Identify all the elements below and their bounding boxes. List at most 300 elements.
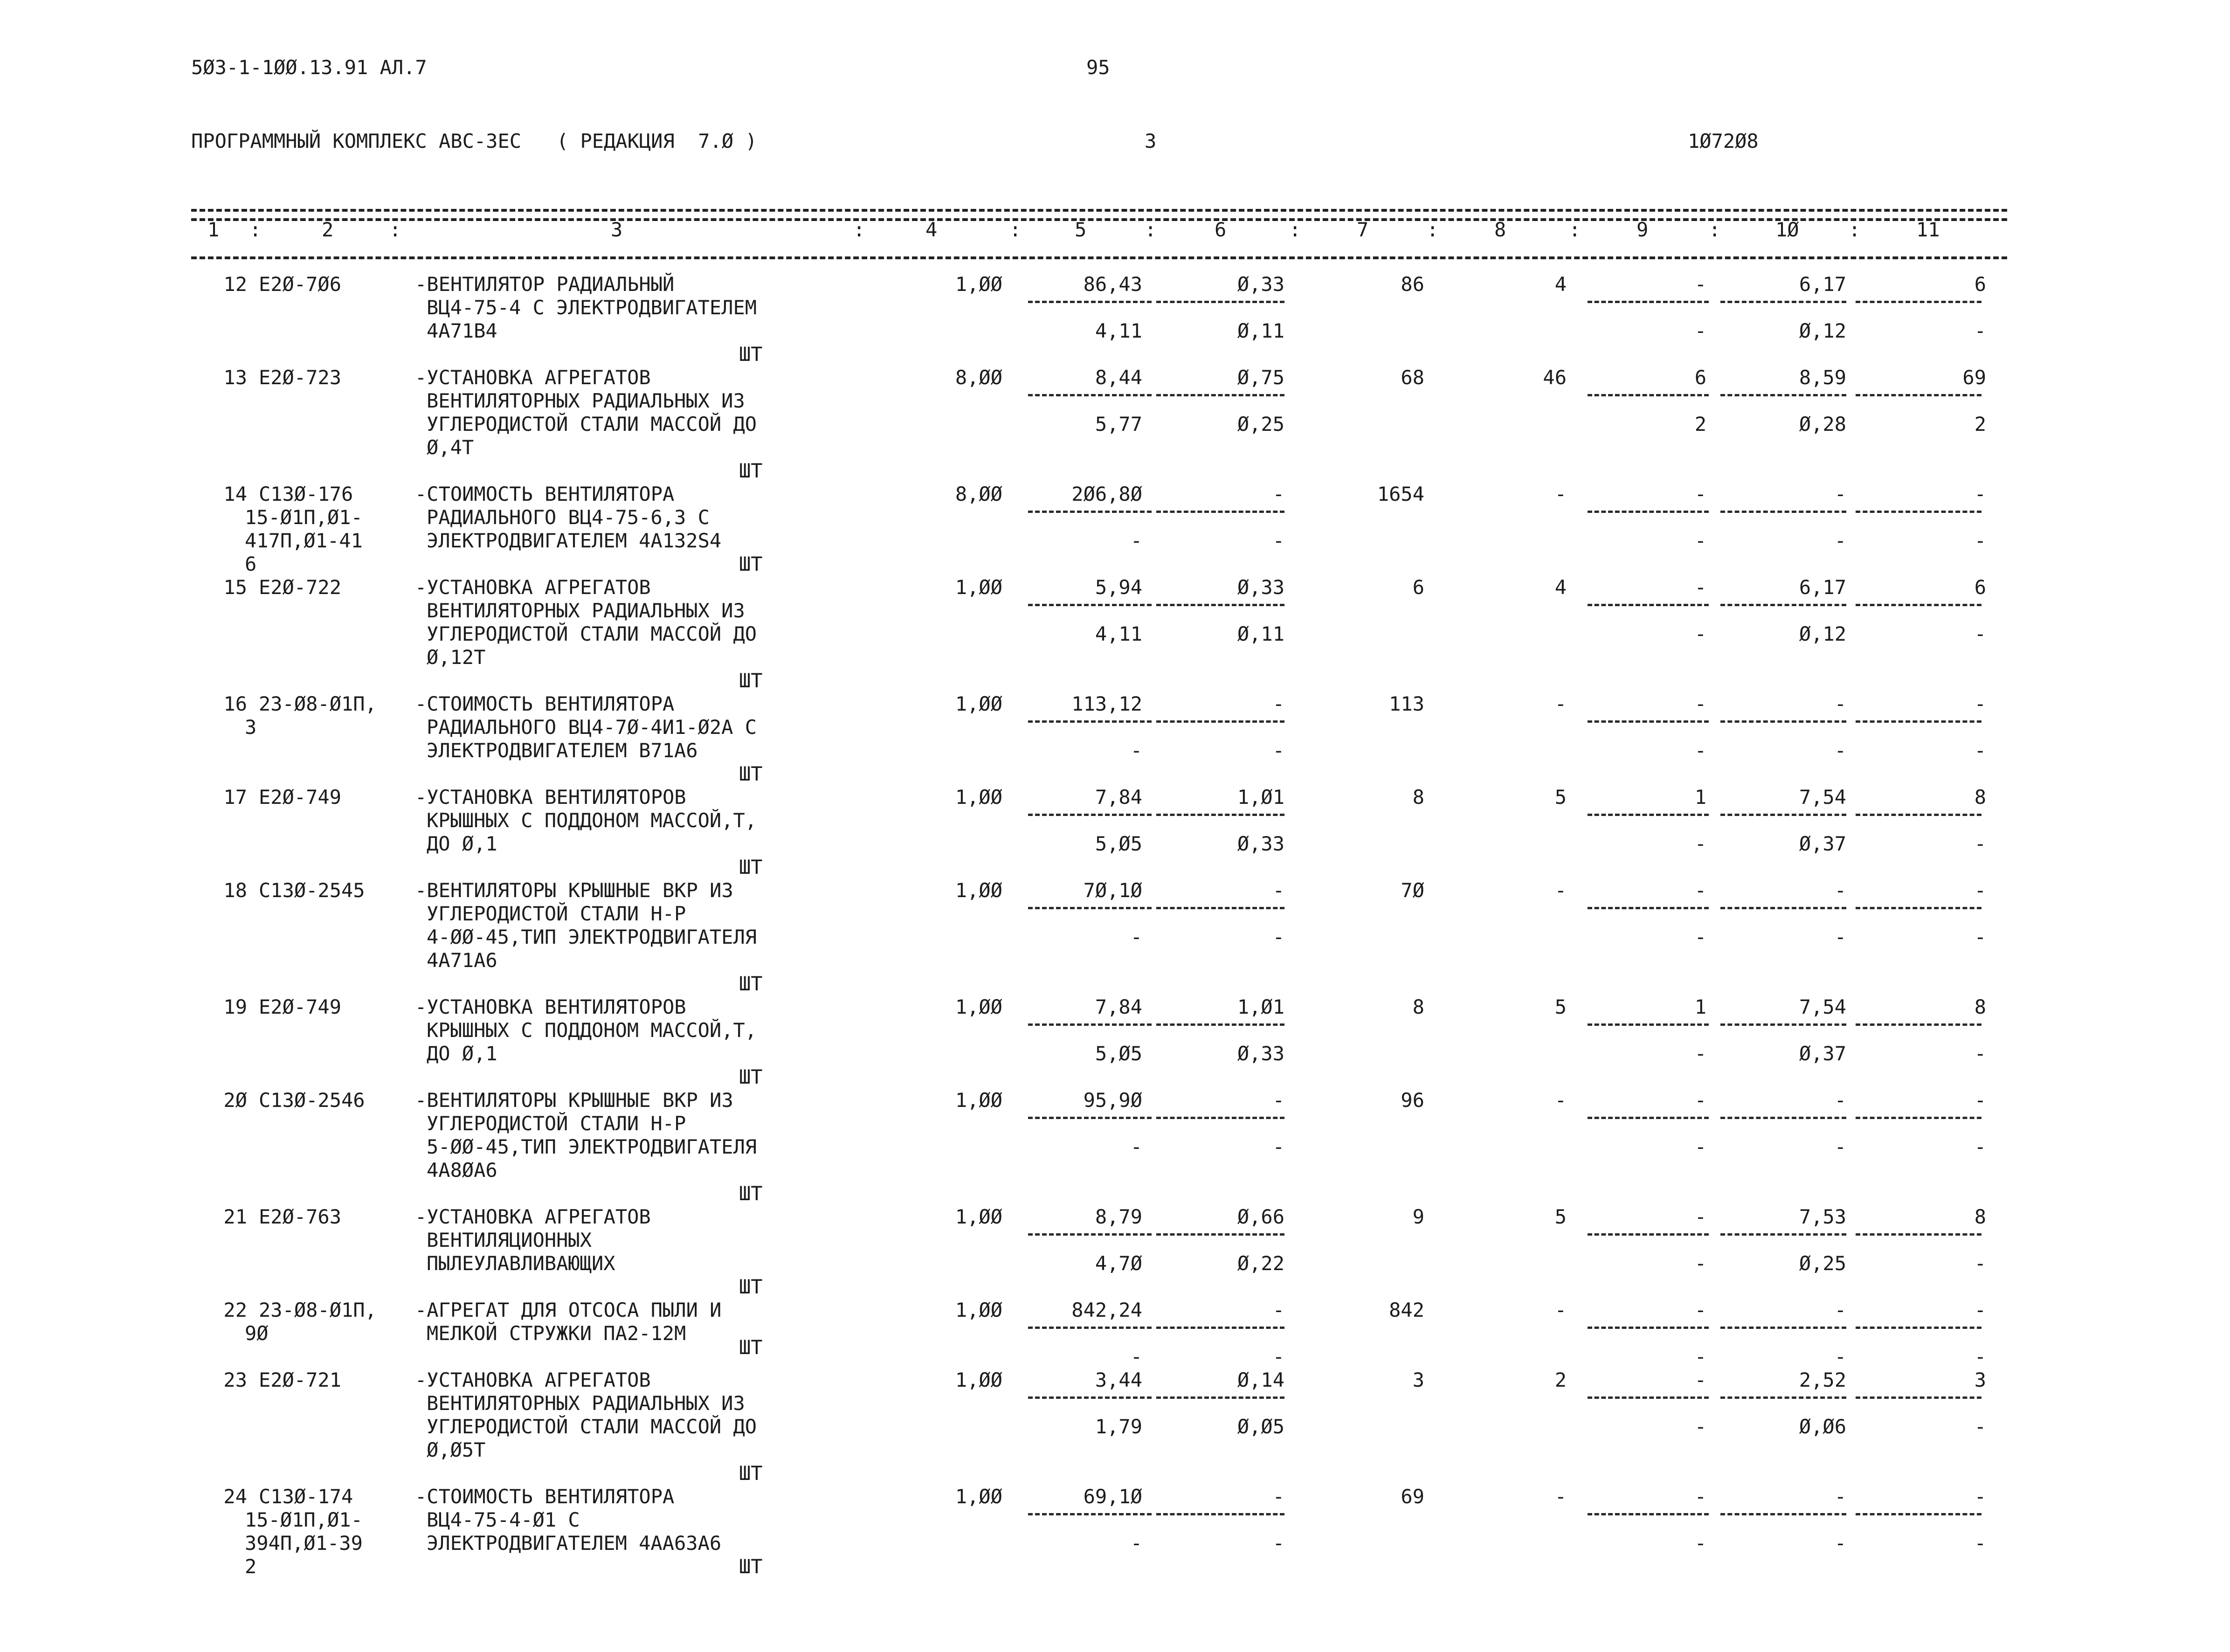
row-description: Ø,12Т <box>427 646 486 669</box>
value-separator <box>1028 511 1152 513</box>
col-6-wage: - <box>1272 739 1284 762</box>
col-6-value: - <box>1272 879 1284 902</box>
row-description: -СТОИМОСТЬ ВЕНТИЛЯТОРА <box>415 1485 675 1508</box>
col-4-label: 4 <box>925 218 938 241</box>
row-unit: ШТ <box>739 343 763 366</box>
col-9-wage: - <box>1694 1135 1706 1158</box>
col-5-total: 95,9Ø <box>1083 1089 1142 1112</box>
value-separator <box>1588 394 1709 396</box>
col-8-value: - <box>1554 1089 1567 1112</box>
col-6-wage: - <box>1272 529 1284 552</box>
col-9-wage: - <box>1694 1345 1706 1368</box>
value-separator <box>1856 720 1981 723</box>
col-9-value: - <box>1694 1299 1706 1321</box>
value-separator <box>1856 604 1981 606</box>
col-5-wage: 4,7Ø <box>1095 1252 1142 1275</box>
row-quantity: 1,ØØ <box>955 879 1002 902</box>
value-separator <box>1588 1396 1709 1399</box>
value-separator <box>1720 1327 1846 1329</box>
col-8-value: - <box>1554 879 1567 902</box>
col-9-value: 1 <box>1694 995 1706 1018</box>
col-5-wage: - <box>1130 529 1142 552</box>
row-description: -УСТАНОВКА АГРЕГАТОВ <box>415 576 651 599</box>
value-separator <box>1588 814 1709 816</box>
col-8-value: 4 <box>1554 273 1567 296</box>
value-separator <box>1156 1233 1284 1236</box>
col-9-value: - <box>1694 1089 1706 1112</box>
col-8-value: 4 <box>1554 576 1567 599</box>
col-5-wage: - <box>1130 1345 1142 1368</box>
row-number: 18 <box>223 879 247 902</box>
row-description: РАДИАЛЬНОГО ВЦ4-75-6,3 С <box>427 506 710 529</box>
value-separator <box>1156 907 1284 909</box>
document-code: 5Ø3-1-1ØØ.13.91 АЛ.7 <box>191 56 427 79</box>
col-9-value: - <box>1694 692 1706 715</box>
sheet-number: 3 <box>1145 130 1157 152</box>
col-5-total: 8,79 <box>1095 1205 1142 1228</box>
col-8-value: 5 <box>1554 995 1567 1018</box>
col-11-value: 8 <box>1974 1205 1986 1228</box>
value-separator <box>1856 1513 1981 1515</box>
value-separator <box>1588 1117 1709 1119</box>
row-code: 2 <box>245 1555 257 1578</box>
col-11-wage: - <box>1974 622 1986 645</box>
col-10-value: 7,54 <box>1799 995 1846 1018</box>
col-6-value: - <box>1272 1299 1284 1321</box>
row-unit: ШТ <box>739 856 763 878</box>
col-5-wage: - <box>1130 1532 1142 1555</box>
row-code: 9Ø <box>245 1322 269 1345</box>
value-separator <box>1028 394 1152 396</box>
col-sep: : <box>1849 218 1861 241</box>
row-description: ВЕНТИЛЯТОРНЫХ РАДИАЛЬНЫХ ИЗ <box>427 1392 745 1415</box>
col-11-value: - <box>1974 692 1986 715</box>
document-number: 1Ø72Ø8 <box>1688 130 1759 152</box>
row-unit: ШТ <box>739 1462 763 1485</box>
value-separator <box>1720 604 1846 606</box>
col-10-value: - <box>1834 1089 1846 1112</box>
col-10-wage: - <box>1834 739 1846 762</box>
col-7-value: 96 <box>1401 1089 1424 1112</box>
value-separator <box>1588 907 1709 909</box>
col-9-value: - <box>1694 273 1706 296</box>
row-code: Е2Ø-749 <box>259 786 342 809</box>
value-separator <box>1856 301 1981 303</box>
col-10-wage: - <box>1834 1135 1846 1158</box>
col-9-wage: - <box>1694 622 1706 645</box>
col-10-value: - <box>1834 1299 1846 1321</box>
col-sep: : <box>249 218 262 241</box>
col-10-value: - <box>1834 692 1846 715</box>
row-number: 15 <box>223 576 247 599</box>
col-11-wage: - <box>1974 1345 1986 1368</box>
row-code: Е2Ø-763 <box>259 1205 342 1228</box>
value-separator <box>1720 301 1846 303</box>
row-quantity: 1,ØØ <box>955 273 1002 296</box>
col-sep: : <box>1289 218 1301 241</box>
col-5-total: 86,43 <box>1083 273 1142 296</box>
col-5-total: 7,84 <box>1095 995 1142 1018</box>
value-separator <box>1588 301 1709 303</box>
row-code: 6 <box>245 553 257 575</box>
col-6-wage: - <box>1272 1135 1284 1158</box>
value-separator <box>1156 1396 1284 1399</box>
row-description: ЭЛЕКТРОДВИГАТЕЛЕМ В71А6 <box>427 739 698 762</box>
col-11-value: 69 <box>1962 366 1986 389</box>
header-rule-bottom <box>191 256 2007 259</box>
col-6-wage: Ø,11 <box>1237 319 1284 342</box>
col-6-wage: - <box>1272 1532 1284 1555</box>
row-description: ЭЛЕКТРОДВИГАТЕЛЕМ 4А132S4 <box>427 529 722 552</box>
value-separator <box>1588 604 1709 606</box>
row-description: Ø,4Т <box>427 436 474 459</box>
row-description: ВЦ4-75-4-Ø1 С <box>427 1508 580 1531</box>
col-sep: : <box>1145 218 1157 241</box>
row-code: С13Ø-2546 <box>259 1089 365 1112</box>
value-separator <box>1588 1327 1709 1329</box>
col-8-value: 2 <box>1554 1369 1567 1391</box>
col-9-wage: - <box>1694 1532 1706 1555</box>
header-rule-top-2 <box>191 218 2007 221</box>
col-11-value: - <box>1974 1485 1986 1508</box>
row-code: Е2Ø-723 <box>259 366 342 389</box>
col-5-wage: - <box>1130 926 1142 948</box>
col-sep: : <box>1709 218 1721 241</box>
col-10-value: - <box>1834 1485 1846 1508</box>
col-6-wage: Ø,33 <box>1237 832 1284 855</box>
col-8-value: - <box>1554 483 1567 505</box>
row-unit: ШТ <box>739 1555 763 1578</box>
row-description: УГЛЕРОДИСТОЙ СТАЛИ Н-Р <box>427 1112 686 1135</box>
row-description: РАДИАЛЬНОГО ВЦ4-7Ø-4И1-Ø2А С <box>427 716 757 739</box>
row-description: -АГРЕГАТ ДЛЯ ОТСОСА ПЫЛИ И <box>415 1299 722 1321</box>
col-6-wage: - <box>1272 926 1284 948</box>
col-6-value: - <box>1272 1089 1284 1112</box>
row-quantity: 8,ØØ <box>955 366 1002 389</box>
value-separator <box>1720 1233 1846 1236</box>
col-5-total: 2Ø6,8Ø <box>1071 483 1142 505</box>
col-7-value: 8 <box>1412 995 1424 1018</box>
col-9-value: 1 <box>1694 786 1706 809</box>
value-separator <box>1028 720 1152 723</box>
value-separator <box>1028 1117 1152 1119</box>
col-5-wage: 5,77 <box>1095 413 1142 435</box>
col-10-wage: Ø,12 <box>1799 319 1846 342</box>
col-10-value: 2,52 <box>1799 1369 1846 1391</box>
row-code: Е2Ø-721 <box>259 1369 342 1391</box>
col-5-wage: 4,11 <box>1095 319 1142 342</box>
row-unit: ШТ <box>739 1275 763 1298</box>
value-separator <box>1028 1327 1152 1329</box>
value-separator <box>1856 907 1981 909</box>
col-10-value: - <box>1834 483 1846 505</box>
col-5-total: 8,44 <box>1095 366 1142 389</box>
row-number: 12 <box>223 273 247 296</box>
row-description: -СТОИМОСТЬ ВЕНТИЛЯТОРА <box>415 483 675 505</box>
row-description: УГЛЕРОДИСТОЙ СТАЛИ МАССОЙ ДО <box>427 1415 757 1438</box>
row-description: ЭЛЕКТРОДВИГАТЕЛЕМ 4АА63А6 <box>427 1532 722 1555</box>
col-5-wage: 5,Ø5 <box>1095 1042 1142 1065</box>
value-separator <box>1588 1513 1709 1515</box>
col-10-value: 8,59 <box>1799 366 1846 389</box>
col-11-value: 3 <box>1974 1369 1986 1391</box>
col-6-wage: Ø,11 <box>1237 622 1284 645</box>
col-7-value: 842 <box>1389 1299 1424 1321</box>
col-11-value: - <box>1974 1089 1986 1112</box>
header-rule-top <box>191 209 2007 212</box>
row-description: -ВЕНТИЛЯТОР РАДИАЛЬНЫЙ <box>415 273 675 296</box>
value-separator <box>1720 511 1846 513</box>
row-description: -УСТАНОВКА АГРЕГАТОВ <box>415 1205 651 1228</box>
col-11-wage: 2 <box>1974 413 1986 435</box>
col-6-label: 6 <box>1215 218 1227 241</box>
col-11-value: - <box>1974 483 1986 505</box>
value-separator <box>1028 1023 1152 1026</box>
col-6-wage: Ø,33 <box>1237 1042 1284 1065</box>
value-separator <box>1156 511 1284 513</box>
col-9-value: - <box>1694 576 1706 599</box>
row-code: 23-Ø8-Ø1П, <box>259 692 377 715</box>
row-quantity: 1,ØØ <box>955 576 1002 599</box>
col-7-value: 7Ø <box>1401 879 1424 902</box>
value-separator <box>1856 1327 1981 1329</box>
col-6-value: - <box>1272 1485 1284 1508</box>
col-9-label: 9 <box>1636 218 1649 241</box>
row-code: 15-Ø1П,Ø1- <box>245 1508 363 1531</box>
col-7-value: 113 <box>1389 692 1424 715</box>
col-11-value: 6 <box>1974 273 1986 296</box>
col-9-wage: - <box>1694 832 1706 855</box>
row-unit: ШТ <box>739 669 763 692</box>
row-unit: ШТ <box>739 972 763 995</box>
col-6-value: - <box>1272 483 1284 505</box>
col-sep: : <box>1009 218 1022 241</box>
col-10-wage: Ø,12 <box>1799 622 1846 645</box>
value-separator <box>1720 720 1846 723</box>
col-2-label: 2 <box>322 218 334 241</box>
row-description: -УСТАНОВКА ВЕНТИЛЯТОРОВ <box>415 786 686 809</box>
row-description: УГЛЕРОДИСТОЙ СТАЛИ Н-Р <box>427 902 686 925</box>
value-separator <box>1856 511 1981 513</box>
col-11-wage: - <box>1974 529 1986 552</box>
col-11-value: 6 <box>1974 576 1986 599</box>
col-6-wage: - <box>1272 1345 1284 1368</box>
value-separator <box>1156 604 1284 606</box>
row-code: Е2Ø-7Ø6 <box>259 273 342 296</box>
value-separator <box>1588 511 1709 513</box>
col-7-value: 8 <box>1412 786 1424 809</box>
row-description: КРЫШНЫХ С ПОДДОНОМ МАССОЙ,Т, <box>427 1019 757 1042</box>
row-description: ДО Ø,1 <box>427 832 497 855</box>
col-11-wage: - <box>1974 1135 1986 1158</box>
row-unit: ШТ <box>739 1182 763 1205</box>
col-5-total: 5,94 <box>1095 576 1142 599</box>
row-description: 4-ØØ-45,ТИП ЭЛЕКТРОДВИГАТЕЛЯ <box>427 926 757 948</box>
value-separator <box>1028 1513 1152 1515</box>
col-5-wage: - <box>1130 739 1142 762</box>
col-7-label: 7 <box>1357 218 1369 241</box>
row-description: ВЦ4-75-4 С ЭЛЕКТРОДВИГАТЕЛЕМ <box>427 296 757 319</box>
col-7-value: 86 <box>1401 273 1424 296</box>
col-11-wage: - <box>1974 1415 1986 1438</box>
row-quantity: 1,ØØ <box>955 1299 1002 1321</box>
row-quantity: 1,ØØ <box>955 1089 1002 1112</box>
row-number: 2Ø <box>223 1089 247 1112</box>
value-separator <box>1156 1513 1284 1515</box>
row-code: С13Ø-174 <box>259 1485 353 1508</box>
row-number: 21 <box>223 1205 247 1228</box>
col-5-total: 69,1Ø <box>1083 1485 1142 1508</box>
row-description: -ВЕНТИЛЯТОРЫ КРЫШНЫЕ ВКР ИЗ <box>415 879 733 902</box>
row-description: Ø,Ø5Т <box>427 1438 486 1461</box>
row-description: УГЛЕРОДИСТОЙ СТАЛИ МАССОЙ ДО <box>427 413 757 435</box>
value-separator <box>1856 1023 1981 1026</box>
row-quantity: 1,ØØ <box>955 1485 1002 1508</box>
row-number: 24 <box>223 1485 247 1508</box>
row-description: ВЕНТИЛЯТОРНЫХ РАДИАЛЬНЫХ ИЗ <box>427 389 745 412</box>
col-sep: : <box>853 218 865 241</box>
value-separator <box>1720 1396 1846 1399</box>
col-10-wage: Ø,25 <box>1799 1252 1846 1275</box>
value-separator <box>1156 1327 1284 1329</box>
row-code: Е2Ø-749 <box>259 995 342 1018</box>
col-8-value: - <box>1554 692 1567 715</box>
col-7-value: 68 <box>1401 366 1424 389</box>
row-description: -ВЕНТИЛЯТОРЫ КРЫШНЫЕ ВКР ИЗ <box>415 1089 733 1112</box>
value-separator <box>1856 1396 1981 1399</box>
row-number: 14 <box>223 483 247 505</box>
col-11-wage: - <box>1974 1042 1986 1065</box>
col-10-wage: - <box>1834 1345 1846 1368</box>
col-8-value: - <box>1554 1299 1567 1321</box>
row-description: УГЛЕРОДИСТОЙ СТАЛИ МАССОЙ ДО <box>427 622 757 645</box>
col-7-value: 69 <box>1401 1485 1424 1508</box>
col-6-value: Ø,33 <box>1237 273 1284 296</box>
row-code: Е2Ø-722 <box>259 576 342 599</box>
col-5-total: 7,84 <box>1095 786 1142 809</box>
row-code: 23-Ø8-Ø1П, <box>259 1299 377 1321</box>
row-code: 394П,Ø1-39 <box>245 1532 363 1555</box>
col-10-wage: - <box>1834 529 1846 552</box>
col-6-wage: Ø,Ø5 <box>1237 1415 1284 1438</box>
value-separator <box>1028 1396 1152 1399</box>
value-separator <box>1856 1117 1981 1119</box>
col-9-wage: - <box>1694 1415 1706 1438</box>
col-6-value: Ø,14 <box>1237 1369 1284 1391</box>
col-8-value: 46 <box>1543 366 1567 389</box>
value-separator <box>1720 394 1846 396</box>
col-9-wage: - <box>1694 319 1706 342</box>
row-description: -СТОИМОСТЬ ВЕНТИЛЯТОРА <box>415 692 675 715</box>
col-11-value: 8 <box>1974 786 1986 809</box>
value-separator <box>1720 907 1846 909</box>
value-separator <box>1156 814 1284 816</box>
value-separator <box>1156 1117 1284 1119</box>
col-sep: : <box>1569 218 1581 241</box>
col-5-wage: 1,79 <box>1095 1415 1142 1438</box>
col-9-value: - <box>1694 483 1706 505</box>
value-separator <box>1028 1233 1152 1236</box>
row-unit: ШТ <box>739 1336 763 1359</box>
value-separator <box>1156 301 1284 303</box>
col-10-value: 6,17 <box>1799 273 1846 296</box>
col-9-value: - <box>1694 1369 1706 1391</box>
row-unit: ШТ <box>739 459 763 482</box>
col-11-wage: - <box>1974 926 1986 948</box>
value-separator <box>1156 1023 1284 1026</box>
col-5-total: 3,44 <box>1095 1369 1142 1391</box>
col-11-value: - <box>1974 879 1986 902</box>
col-5-total: 842,24 <box>1071 1299 1142 1321</box>
col-10-wage: - <box>1834 1532 1846 1555</box>
col-7-value: 6 <box>1412 576 1424 599</box>
row-description: ВЕНТИЛЯТОРНЫХ РАДИАЛЬНЫХ ИЗ <box>427 599 745 622</box>
col-9-value: - <box>1694 1485 1706 1508</box>
value-separator <box>1588 720 1709 723</box>
row-description: КРЫШНЫХ С ПОДДОНОМ МАССОЙ,Т, <box>427 809 757 832</box>
row-description: МЕЛКОЙ СТРУЖКИ ПА2-12М <box>427 1322 686 1345</box>
value-separator <box>1856 1233 1981 1236</box>
col-11-wage: - <box>1974 1532 1986 1555</box>
col-7-value: 1654 <box>1377 483 1424 505</box>
page-number: 95 <box>1086 56 1110 79</box>
value-separator <box>1156 394 1284 396</box>
col-5-wage: 5,Ø5 <box>1095 832 1142 855</box>
row-description: 5-ØØ-45,ТИП ЭЛЕКТРОДВИГАТЕЛЯ <box>427 1135 757 1158</box>
col-10-value: - <box>1834 879 1846 902</box>
col-11-value: 8 <box>1974 995 1986 1018</box>
col-9-wage: - <box>1694 529 1706 552</box>
row-code: 417П,Ø1-41 <box>245 529 363 552</box>
row-description: 4А8ØА6 <box>427 1159 497 1182</box>
col-5-total: 7Ø,1Ø <box>1083 879 1142 902</box>
col-11-value: - <box>1974 1299 1986 1321</box>
col-6-wage: Ø,25 <box>1237 413 1284 435</box>
col-7-value: 3 <box>1412 1369 1424 1391</box>
row-number: 17 <box>223 786 247 809</box>
row-description: -УСТАНОВКА ВЕНТИЛЯТОРОВ <box>415 995 686 1018</box>
col-11-wage: - <box>1974 1252 1986 1275</box>
row-code: С13Ø-176 <box>259 483 353 505</box>
col-9-value: - <box>1694 879 1706 902</box>
col-11-wage: - <box>1974 832 1986 855</box>
value-separator <box>1588 1233 1709 1236</box>
row-number: 16 <box>223 692 247 715</box>
value-separator <box>1028 301 1152 303</box>
col-5-total: 113,12 <box>1071 692 1142 715</box>
col-6-value: Ø,75 <box>1237 366 1284 389</box>
value-separator <box>1856 394 1981 396</box>
row-description: -УСТАНОВКА АГРЕГАТОВ <box>415 1369 651 1391</box>
row-description: ПЫЛЕУЛАВЛИВАЮЩИХ <box>427 1252 615 1275</box>
col-9-wage: 2 <box>1694 413 1706 435</box>
row-code: 3 <box>245 716 257 739</box>
row-unit: ШТ <box>739 553 763 575</box>
row-quantity: 1,ØØ <box>955 786 1002 809</box>
col-9-wage: - <box>1694 926 1706 948</box>
value-separator <box>1588 1023 1709 1026</box>
col-1-label: 1 <box>207 218 220 241</box>
value-separator <box>1720 814 1846 816</box>
row-quantity: 1,ØØ <box>955 1369 1002 1391</box>
value-separator <box>1028 907 1152 909</box>
col-10-wage: Ø,37 <box>1799 832 1846 855</box>
value-separator <box>1720 1023 1846 1026</box>
col-10-wage: - <box>1834 926 1846 948</box>
value-separator <box>1156 720 1284 723</box>
col-9-wage: - <box>1694 1042 1706 1065</box>
program-title: ПРОГРАММНЫЙ КОМПЛЕКС АВС-3ЕС ( РЕДАКЦИЯ 7.Ø ) <box>191 130 757 152</box>
